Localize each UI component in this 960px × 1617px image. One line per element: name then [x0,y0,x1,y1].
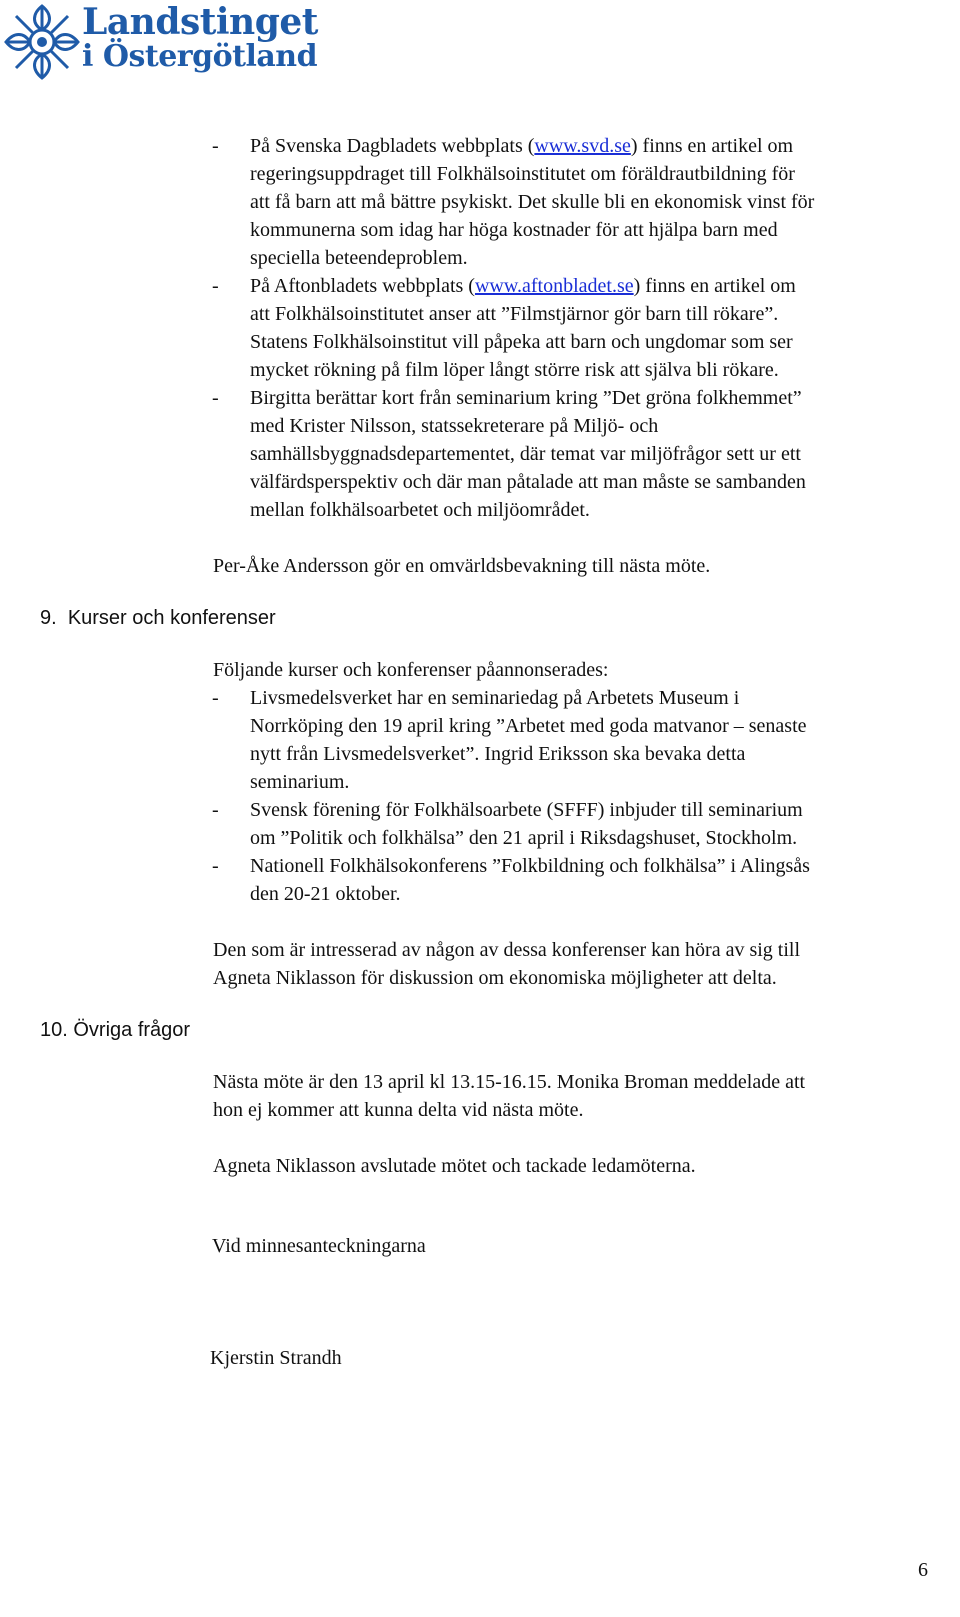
bullet-line: om ”Politik och folkhälsa” den 21 april i Riksdagshuset, Stockholm. [250,827,798,849]
bullet-line: att Folkhälsoinstitutet anser att ”Filmstjärnor gör barn till rökare”. [250,303,779,325]
text-span: ) finns en artikel om [633,275,796,297]
bullet-dash: - [212,275,219,297]
closing-remark: Agneta Niklasson avslutade mötet och tackade ledamöterna. [213,1155,696,1177]
section-title: Kurser och konferenser [67,607,276,629]
closing-line: Den som är intresserad av någon av dessa konferenser kan höra av sig till [213,939,801,961]
bullet-dash: - [212,855,219,877]
bullet-line: mellan folkhälsoarbetet och miljöområdet. [250,499,590,521]
section-number: 10. [40,1019,68,1041]
bullet-dash: - [212,135,219,157]
bullet-dash: - [212,687,219,709]
text-span: På Svenska Dagbladets webbplats ( [250,135,535,157]
bullet-dash: - [212,387,219,409]
section-title: Övriga frågor [73,1019,191,1041]
bullet-line: Birgitta berättar kort från seminarium kring ”Det gröna folkhemmet” [250,387,802,409]
svd-link[interactable]: www.svd.se [534,135,631,157]
bullet-line: samhällsbyggnadsdepartementet, där temat var miljöfrågor sett ur ett [250,443,801,465]
bullet-line: den 20-21 oktober. [250,883,401,905]
next-meeting-line: Nästa möte är den 13 april kl 13.15-16.15. Monika Broman meddelade att [213,1071,806,1093]
section-9-intro: Följande kurser och konferenser påannonserades: [213,659,609,681]
bullet-line: Nationell Folkhälsokonferens ”Folkbildning och folkhälsa” i Alingsås [250,855,810,877]
section-number: 9. [40,607,57,629]
signature-name: Kjerstin Strandh [210,1347,342,1369]
next-meeting-line: hon ej kommer att kunna delta vid nästa möte. [213,1099,584,1121]
aftonbladet-link[interactable]: www.aftonbladet.se [474,275,634,297]
bullet-line [250,272,796,300]
bullet-line: kommunerna som idag har höga kostnader för att hjälpa barn med [250,219,778,241]
bullet-dash: - [212,799,219,821]
bullet-line: välfärdsperspektiv och där man påtalade att man måste se sambanden [250,471,806,493]
omvarld-paragraph: Per-Åke Andersson gör en omvärldsbevakning till nästa möte. [213,555,711,577]
page-number: 6 [918,1559,928,1581]
section-10-heading [40,1016,190,1044]
bullet-line: Livsmedelsverket har en seminariedag på Arbetets Museum i [250,687,740,709]
bullet-line: seminarium. [250,771,350,793]
bullet-line: med Krister Nilsson, statssekreterare på Miljö- och [250,415,659,437]
bullet-line: Statens Folkhälsoinstitut vill påpeka att barn och ungdomar som ser [250,331,793,353]
logo-title: Landstinget [82,1,318,43]
bullet-line: regeringsuppdraget till Folkhälsoinstitutet om föräldrautbildning för [250,163,795,185]
closing-line: Agneta Niklasson för diskussion om ekonomiska möjligheter att delta. [213,967,777,989]
bullet-line: Norrköping den 19 april kring ”Arbetet med goda matvanor – senaste [250,715,807,737]
bullet-line: Svensk förening för Folkhälsoarbete (SFFF) inbjuder till seminarium [250,799,803,821]
bullet-line [250,132,793,160]
bullet-line: att få barn att må bättre psykiskt. Det skulle bli en ekonomisk vinst för [250,191,815,213]
bullet-line: nytt från Livsmedelsverket”. Ingrid Eriksson ska bevaka detta [250,743,746,765]
signature-label: Vid minnesanteckningarna [212,1235,426,1257]
bullet-line: speciella beteendeproblem. [250,247,468,269]
logo-subtitle: i Östergötland [82,39,318,74]
bullet-line: mycket rökning på film löper långt större risk att själva bli rökare. [250,359,779,381]
text-span: På Aftonbladets webbplats ( [250,275,475,297]
text-span: ) finns en artikel om [630,135,794,157]
section-9-heading [40,604,276,632]
